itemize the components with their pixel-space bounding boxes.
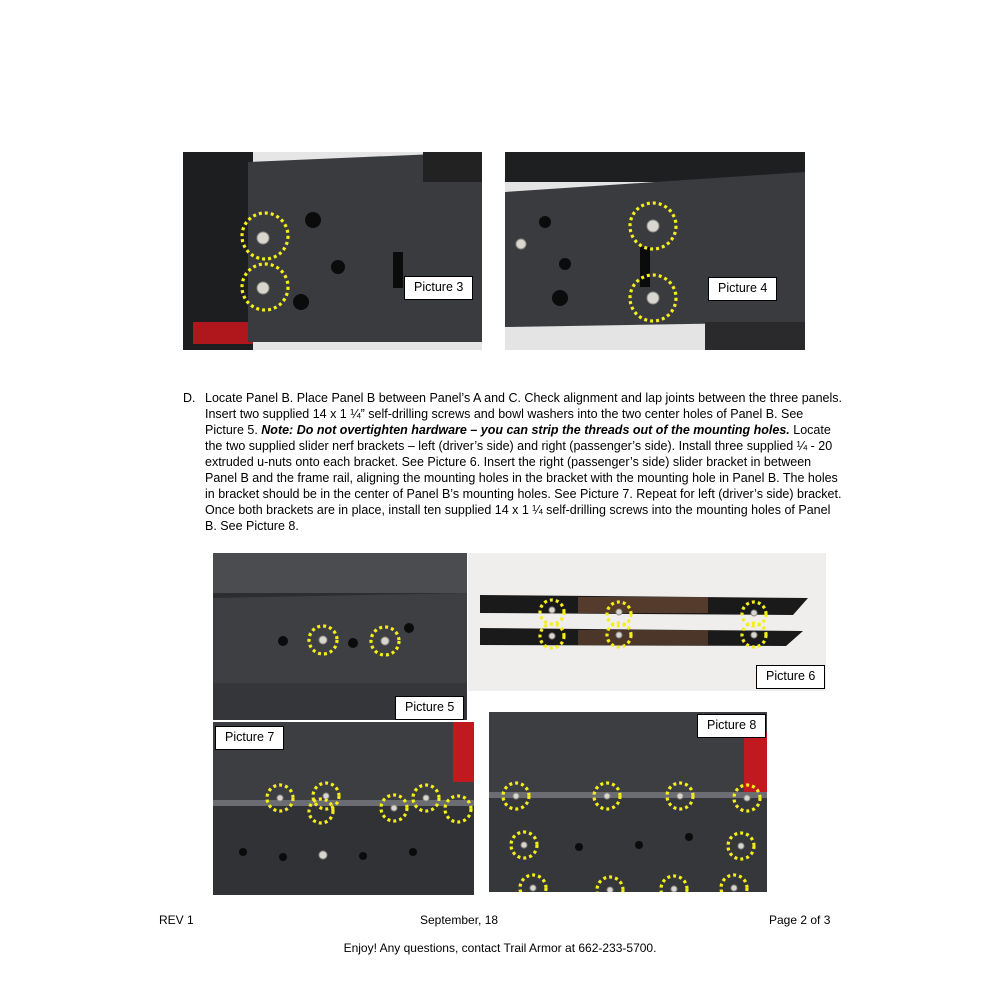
- step-letter: D.: [183, 391, 196, 405]
- footer-contact-line: Enjoy! Any questions, contact Trail Armor at 662-233-5700.: [343, 941, 657, 955]
- footer-page-number: Page 2 of 3: [769, 913, 831, 927]
- photo-picture-3: [183, 152, 482, 350]
- picture-6-label: Picture 6: [756, 665, 825, 689]
- picture-3-label: Picture 3: [404, 276, 473, 300]
- step-d-instructions: [183, 390, 843, 534]
- photo-picture-4: [505, 152, 805, 350]
- picture-4-label: Picture 4: [708, 277, 777, 301]
- picture-7-label: Picture 7: [215, 726, 284, 750]
- step-text-part-2: Locate the two supplied slider nerf brackets – left (driver’s side) and right (passenger’s side). Install three supplied ¼ - 20 extruded u-nuts onto each bracket. See Picture 6. Insert the right (passenger’s side) slider bracket in between Panel B and the frame rail, aligning the mounting holes in the bracket with the mounting hole in Panel B. The holes in bracket should be in the center of Panel B’s mounting holes. See Picture 7. Repeat for left (driver’s side) bracket. Once both brackets are in place, install ten supplied 14 x 1 ¼ self-drilling screws into the mounting holes of Panel B. See Picture 8.: [205, 423, 842, 533]
- footer-revision: REV 1: [159, 913, 194, 927]
- footer-date: September, 18: [420, 913, 499, 927]
- photo-picture-5: [213, 553, 467, 720]
- photo-picture-6: [468, 553, 826, 691]
- step-warning-note: Note: Do not overtighten hardware – you can strip the threads out of the mounting holes.: [261, 423, 790, 437]
- photo-picture-7: [213, 722, 474, 895]
- photo-picture-8: [489, 712, 767, 892]
- picture-8-label: Picture 8: [697, 714, 766, 738]
- step-text-part-1: Locate Panel B. Place Panel B between Panel’s A and C. Check alignment and lap joints between the three panels. Insert two supplied 14 x 1 ¼” self-drilling screws and bowl washers into the two center holes of Panel B. See Picture 5.: [205, 391, 842, 437]
- picture-5-label: Picture 5: [395, 696, 464, 720]
